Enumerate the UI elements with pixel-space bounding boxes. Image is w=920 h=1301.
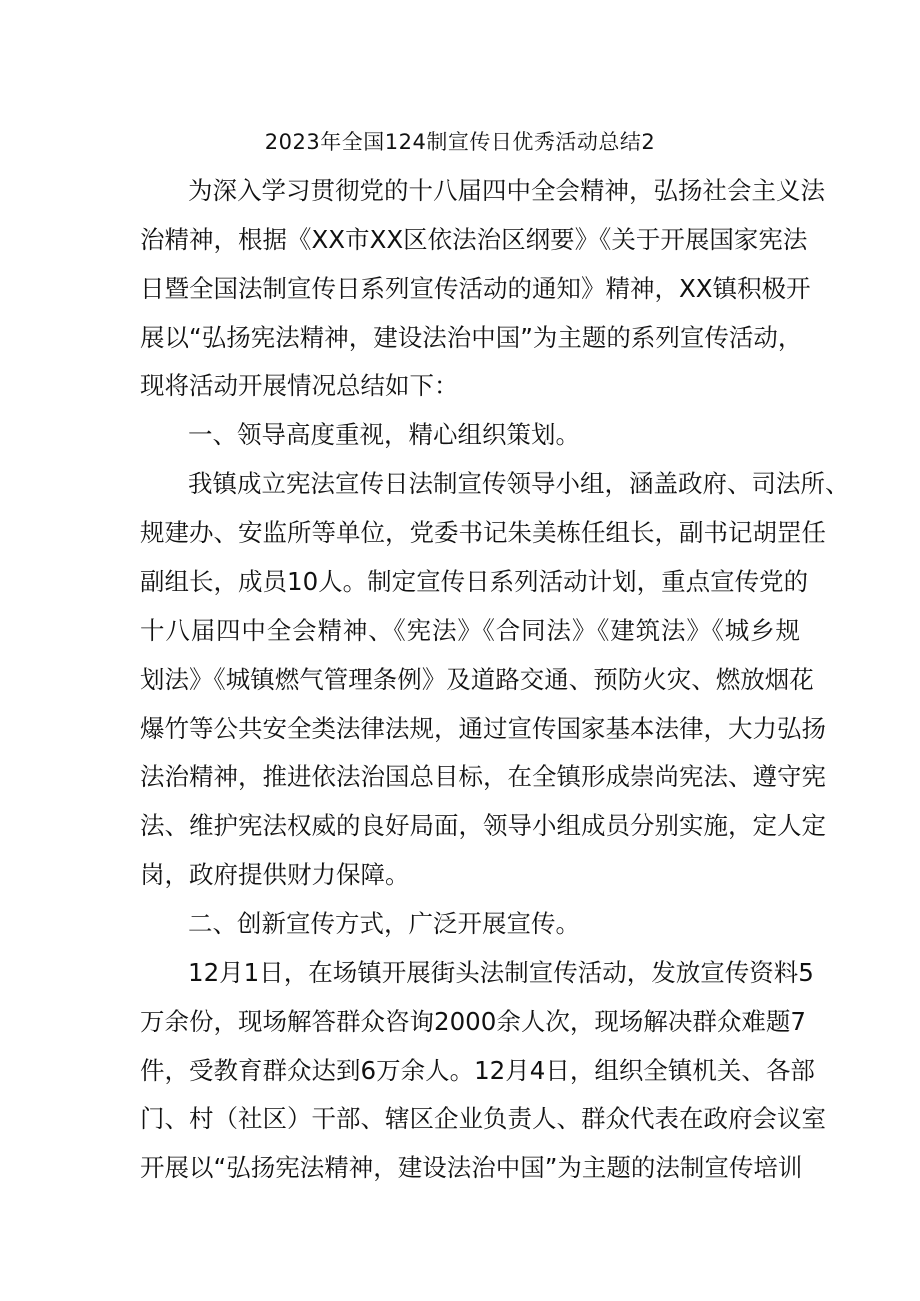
section-heading: 一、领导高度重视，精心组织策划。 bbox=[188, 420, 580, 449]
body-line: 岗，政府提供财力保障。 bbox=[140, 860, 410, 889]
body-line: 开展以“弘扬宪法精神，建设法治中国”为主题的法制宣传培训 bbox=[140, 1153, 803, 1182]
body-line: 万余份，现场解答群众咨询2000余人次，现场解决群众难题7 bbox=[140, 1007, 806, 1036]
body-line: 展以“弘扬宪法精神，建设法治中国”为主题的系列宣传活动， bbox=[140, 323, 803, 352]
body-line: 法治精神，推进依法治国总目标，在全镇形成崇尚宪法、遵守宪 bbox=[140, 762, 826, 791]
body-line: 法、维护宪法权威的良好局面，领导小组成员分别实施，定人定 bbox=[140, 811, 826, 840]
body-line: 爆竹等公共安全类法律法规，通过宣传国家基本法律，大力弘扬 bbox=[140, 714, 826, 743]
document-title: 2023年全国124制宣传日优秀活动总结2 bbox=[264, 130, 656, 154]
body-line: 12月1日，在场镇开展街头法制宣传活动，发放宣传资料5 bbox=[188, 958, 814, 987]
body-line: 规建办、安监所等单位，党委书记朱美栋任组长，副书记胡罡任 bbox=[140, 518, 826, 547]
body-line: 为深入学习贯彻党的十八届四中全会精神，弘扬社会主义法 bbox=[188, 176, 825, 205]
body-line: 日暨全国法制宣传日系列宣传活动的通知》精神，XX镇积极开 bbox=[140, 274, 811, 303]
body-line: 十八届四中全会精神、《宪法》《合同法》《建筑法》《城乡规 bbox=[140, 616, 800, 645]
body-line: 门、村（社区）干部、辖区企业负责人、群众代表在政府会议室 bbox=[140, 1104, 826, 1133]
body-line: 现将活动开展情况总结如下： bbox=[140, 371, 459, 400]
body-line: 我镇成立宪法宣传日法制宣传领导小组，涵盖政府、司法所、 bbox=[188, 469, 850, 498]
body-line: 副组长，成员10人。制定宣传日系列活动计划，重点宣传党的 bbox=[140, 567, 809, 596]
section-heading: 二、创新宣传方式，广泛开展宣传。 bbox=[188, 909, 580, 938]
body-line: 件，受教育群众达到6万余人。12月4日，组织全镇机关、各部 bbox=[140, 1056, 815, 1085]
body-line: 划法》《城镇燃气管理条例》及道路交通、预防火灾、燃放烟花 bbox=[140, 665, 814, 694]
body-line: 治精神，根据《XX市XX区依法治区纲要》《关于开展国家宪法 bbox=[140, 225, 808, 254]
